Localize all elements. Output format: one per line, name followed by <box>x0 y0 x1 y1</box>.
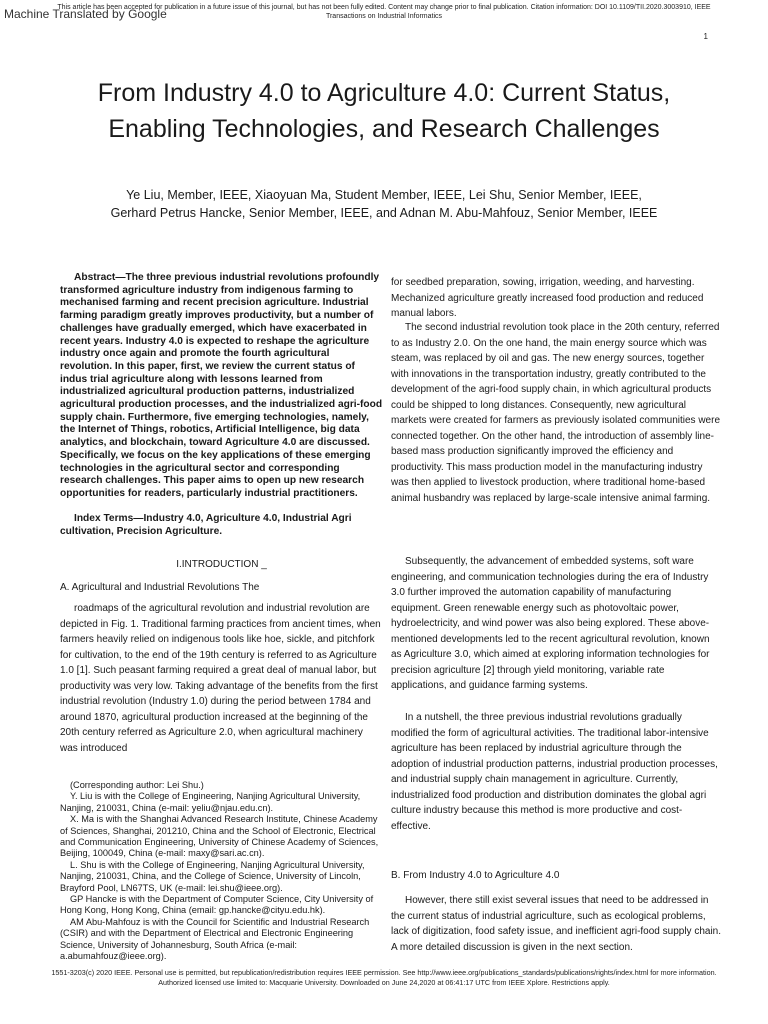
subsection-b-heading: B. From Industry 4.0 to Agriculture 4.0 <box>391 870 560 881</box>
author-line-2: Gerhard Petrus Hancke, Senior Member, IEEE, and Adnan M. Abu-Mahfouz, Senior Member, IEEE <box>110 206 658 220</box>
intro-paragraph: roadmaps of the agricultural revolution and industrial revolution are depicted in Fig. 1. Traditional farming practices from ancient times, when farmers heavily relied on indigenous tools like hoe, sickle, and pitchfork for cultivation, to the end of the 19th century is referred to as Agriculture 1.0 [1]. Such peasant farming required a great deal of manual labor, but productivity was very low. Taking advantage of the benefits from the first industrial revolution (Industry 1.0) during the period between 1784 and around 1870, agricultural production increased at the beginning of the 20th century referred as Agriculture 2.0, when agricultural machinery was introduced <box>60 603 381 754</box>
footnote: AM Abu-Mahfouz is with the Council for Scientific and Industrial Research (CSIR) and with the Department of Electrical and Electronic Engineering Science, University of Johannesburg, South Africa (e-mail: a.abumahfouz@ieee.org). <box>60 916 370 962</box>
introduction-heading: I.INTRODUCTION _ <box>176 559 267 570</box>
footnote: X. Ma is with the Shanghai Advanced Research Institute, Chinese Academy of Sciences, Shanghai, 201210, China and the School of Electronic, Electrical and Communication Engineering, University of Chinese Academy of Sciences, Beijing, 100049, China (e-mail: maxy@sari.ac.cn). <box>60 814 379 859</box>
footer-copyright: 1551-3203(c) 2020 IEEE. Personal use is permitted, but republication/redistribution requires IEEE permission. See http://www.ieee.org/publications_standards/publications/rights/index.html for more information. <box>51 968 717 977</box>
body-paragraph: Subsequently, the advancement of embedded systems, soft ware engineering, and communication technologies during the era of Industry 3.0 further improved the automation capability of manufacturing equipment. Green renewable energy such as photovoltaic power, hydroelectricity, and wind power was also being explored. These above-mentioned developments led to the recent agricultural revolution, known as Agriculture 3.0, which aimed at exploring information technologies for precision agriculture [2] through yield monitoring, variable rate applications, and guidance farming systems. <box>391 556 710 691</box>
body-paragraph: In a nutshell, the three previous industrial revolutions gradually modified the form of agricultural activities. The traditional labor-intensive agriculture has been replaced by industrial agriculture through the adoption of industrial production patterns, industrial production processes, and industrial supply chain management in agriculture. Currently, industrialized food production and distribution dominates the global agri culture industry because this method is more productive and cost-effective. <box>391 712 718 832</box>
footnote: (Corresponding author: Lei Shu.) <box>70 780 204 790</box>
index-terms: Index Terms—Industry 4.0, Agriculture 4.0, Industrial Agri cultivation, Precision Agriculture. <box>60 513 352 537</box>
abstract: Abstract—The three previous industrial revolutions profoundly transformed agriculture industry from indigenous farming to mechanised farming and recent precision agriculture. Industrial farming paradigm greatly improves productivity, but a number of challenges have gradually emerged, which have exacerbated in recent years. Industry 4.0 is expected to reshape the agriculture industry once again and promote the fourth agricultural revolution. In this paper, first, we review the current status of indus trial agriculture along with lessons learned from industrialized agricultural production patterns, industrialized agricultural production processes, and the industrialized agri-food supply chain. Furthermore, five emerging technologies, namely, the Internet of Things, robotics, Artificial Intelligence, big data analytics, and blockchain, toward Agriculture 4.0 are discussed. Specifically, we focus on the key applications of these emerging technologies in the agricultural sector and corresponding research challenges. This paper aims to open up new research opportunities for readers, particularly industrial practitioners. <box>60 272 383 499</box>
journal-notice-line-2: Transactions on Industrial Informatics <box>325 13 443 20</box>
author-list <box>40 186 728 222</box>
author-footnotes <box>60 780 383 963</box>
body-paragraph: The second industrial revolution took place in the 20th century, referred to as Industry 2.0. On the one hand, the main energy source which was steam, was replaced by oil and gas. The new energy sources, together with innovations in the transportation industry, greatly contributed to the development of the agri-food supply chain, in which agricultural products could be shipped to long distances. Consequently, new agricultural markets were created for farmers as previously isolated communities were connected together. On the other hand, the introduction of assembly line-based mass production significantly improved the efficiency and productivity. This mass production model in the manufacturing industry was then applied to livestock production, where traditional home-based animal husbandry was replaced by large-scale intensive animal farming. <box>391 322 721 504</box>
author-line-1: Ye Liu, Member, IEEE, Xiaoyuan Ma, Student Member, IEEE, Lei Shu, Senior Member, IEEE, <box>126 188 642 202</box>
page-footer <box>0 968 768 988</box>
footnote: L. Shu is with the College of Engineering, Nanjing Agricultural University, Nanjing, 210031, China, and the College of Science, University of Lincoln, Brayford Pool, LN67TS, UK (e-mail: lei.shu@ieee.org). <box>60 859 365 893</box>
journal-notice-line-1: This article has been accepted for publication in a future issue of this journal, but has not been fully edited. Content may change prior to final publication. Citation information: DOI 10.1109/TII.2020.3003910, IEEE <box>57 4 711 11</box>
body-paragraph: for seedbed preparation, sowing, irrigation, weeding, and harvesting. Mechanized agriculture greatly increased food production and reduced manual labors. <box>391 277 704 319</box>
footer-license: Authorized licensed use limited to: Macquarie University. Downloaded on June 24,2020 at 06:41:17 UTC from IEEE Xplore. Restrictions apply. <box>158 978 610 987</box>
subsection-a-heading: A. Agricultural and Industrial Revolutions The <box>60 582 260 593</box>
paper-title: From Industry 4.0 to Agriculture 4.0: Current Status, Enabling Technologies, and Research Challenges <box>97 79 671 143</box>
body-paragraph: However, there still exist several issues that need to be addressed in the current status of industrial agriculture, such as ecological problems, lack of digitization, food safety issue, and inefficient agri-food supply chain. A more detailed discussion is given in the next section. <box>391 895 722 953</box>
page-number: 1 <box>703 32 708 41</box>
machine-translated-label: Machine Translated by Google <box>4 7 167 21</box>
footnote: Y. Liu is with the College of Engineering, Nanjing Agricultural University, Nanjing, 210031, China (e-mail: yeliu@njau.edu.cn). <box>60 791 361 813</box>
footnote: GP Hancke is with the Department of Computer Science, City University of Hong Kong, Hong Kong, China (email: gp.hancke@cityu.edu.hk). <box>60 894 374 916</box>
